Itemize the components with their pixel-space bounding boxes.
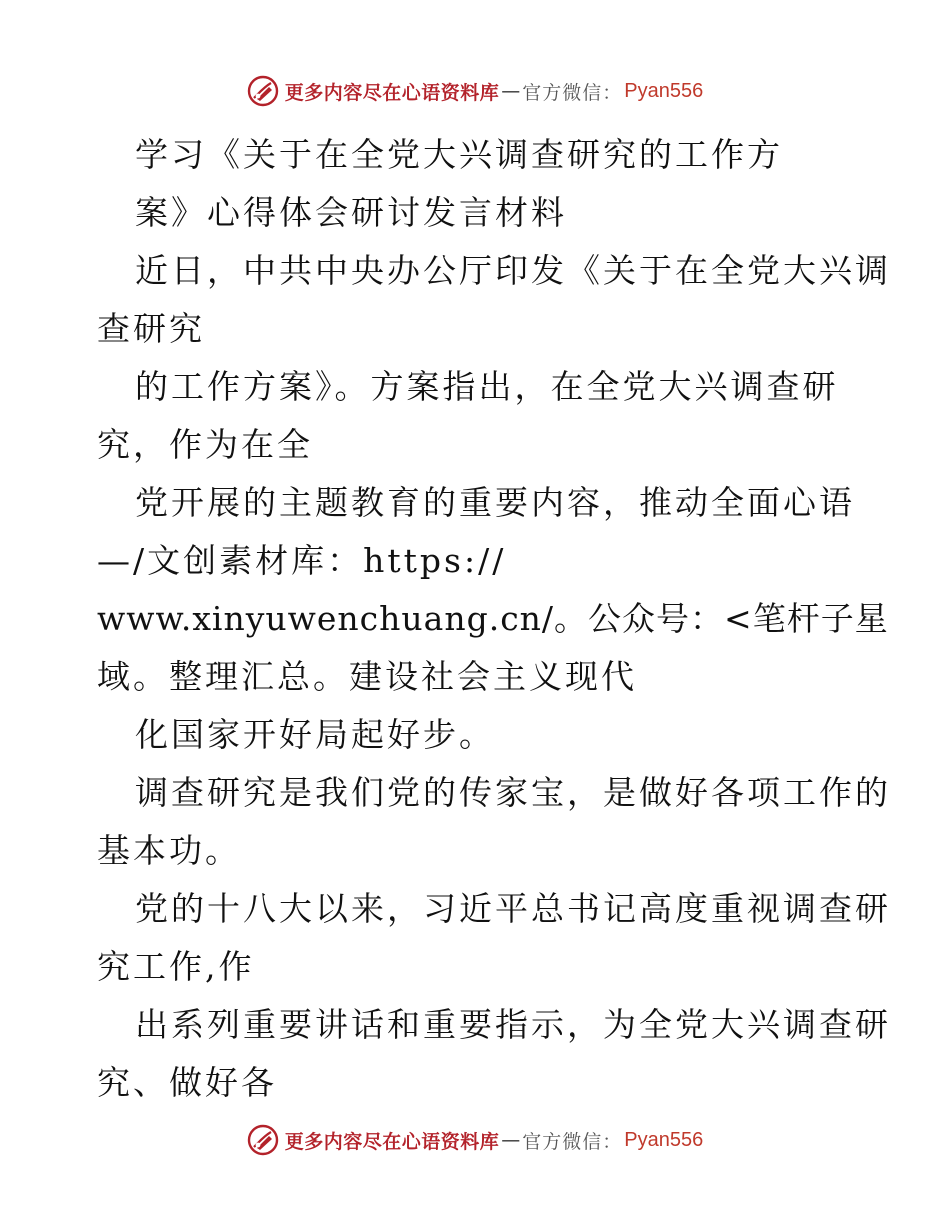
body-line-5: 党开展的主题教育的重要内容，推动全面心语 — [135, 483, 855, 522]
banner-slogan: 更多内容尽在心语资料库 — [284, 81, 500, 104]
document-body — [97, 126, 891, 1112]
body-line-14: 出系列重要讲话和重要指示，为全党大兴调查研 — [135, 1005, 891, 1044]
banner-wechat-label: 官方微信： — [522, 81, 623, 104]
banner-dash: — — [501, 80, 521, 102]
body-line-7: www.xinyuwenchuang.cn/。公众号：<笔杆子星 — [97, 599, 889, 638]
banner-wechat-id: Pyan556 — [624, 1128, 704, 1151]
body-line-15: 究、做好各 — [97, 1063, 277, 1102]
body-line-8: 域。整理汇总。建设社会主义现代 — [97, 657, 637, 696]
body-line-13: 究工作,作 — [97, 947, 255, 986]
body-line-6: —/文创素材库：https:// — [97, 541, 507, 580]
body-line-10: 调查研究是我们党的传家宝，是做好各项工作的 — [135, 773, 891, 812]
body-line-3: 的工作方案》。方案指出，在全党大兴调查研 — [135, 367, 839, 406]
footer-banner — [0, 1120, 950, 1160]
body-line-12: 党的十八大以来，习近平总书记高度重视调查研 — [135, 889, 891, 928]
pen-logo-icon — [247, 75, 279, 107]
body-line-11: 基本功。 — [97, 831, 241, 870]
banner-dash: — — [501, 1129, 521, 1151]
doc-title-line-2: 案》心得体会研讨发言材料 — [135, 193, 567, 232]
pen-logo-icon — [247, 1124, 279, 1156]
banner-wechat-label: 官方微信： — [522, 1130, 623, 1153]
banner-wechat-id: Pyan556 — [624, 79, 704, 102]
header-banner — [0, 71, 950, 111]
doc-title-line-1: 学习《关于在全党大兴调查研究的工作方 — [135, 135, 783, 174]
body-line-4: 究，作为在全 — [97, 425, 313, 464]
body-line-1: 近日，中共中央办公厅印发《关于在全党大兴调 — [135, 251, 891, 290]
banner-slogan: 更多内容尽在心语资料库 — [284, 1130, 500, 1153]
body-line-2: 查研究 — [97, 309, 205, 348]
body-line-9: 化国家开好局起好步。 — [135, 715, 495, 754]
